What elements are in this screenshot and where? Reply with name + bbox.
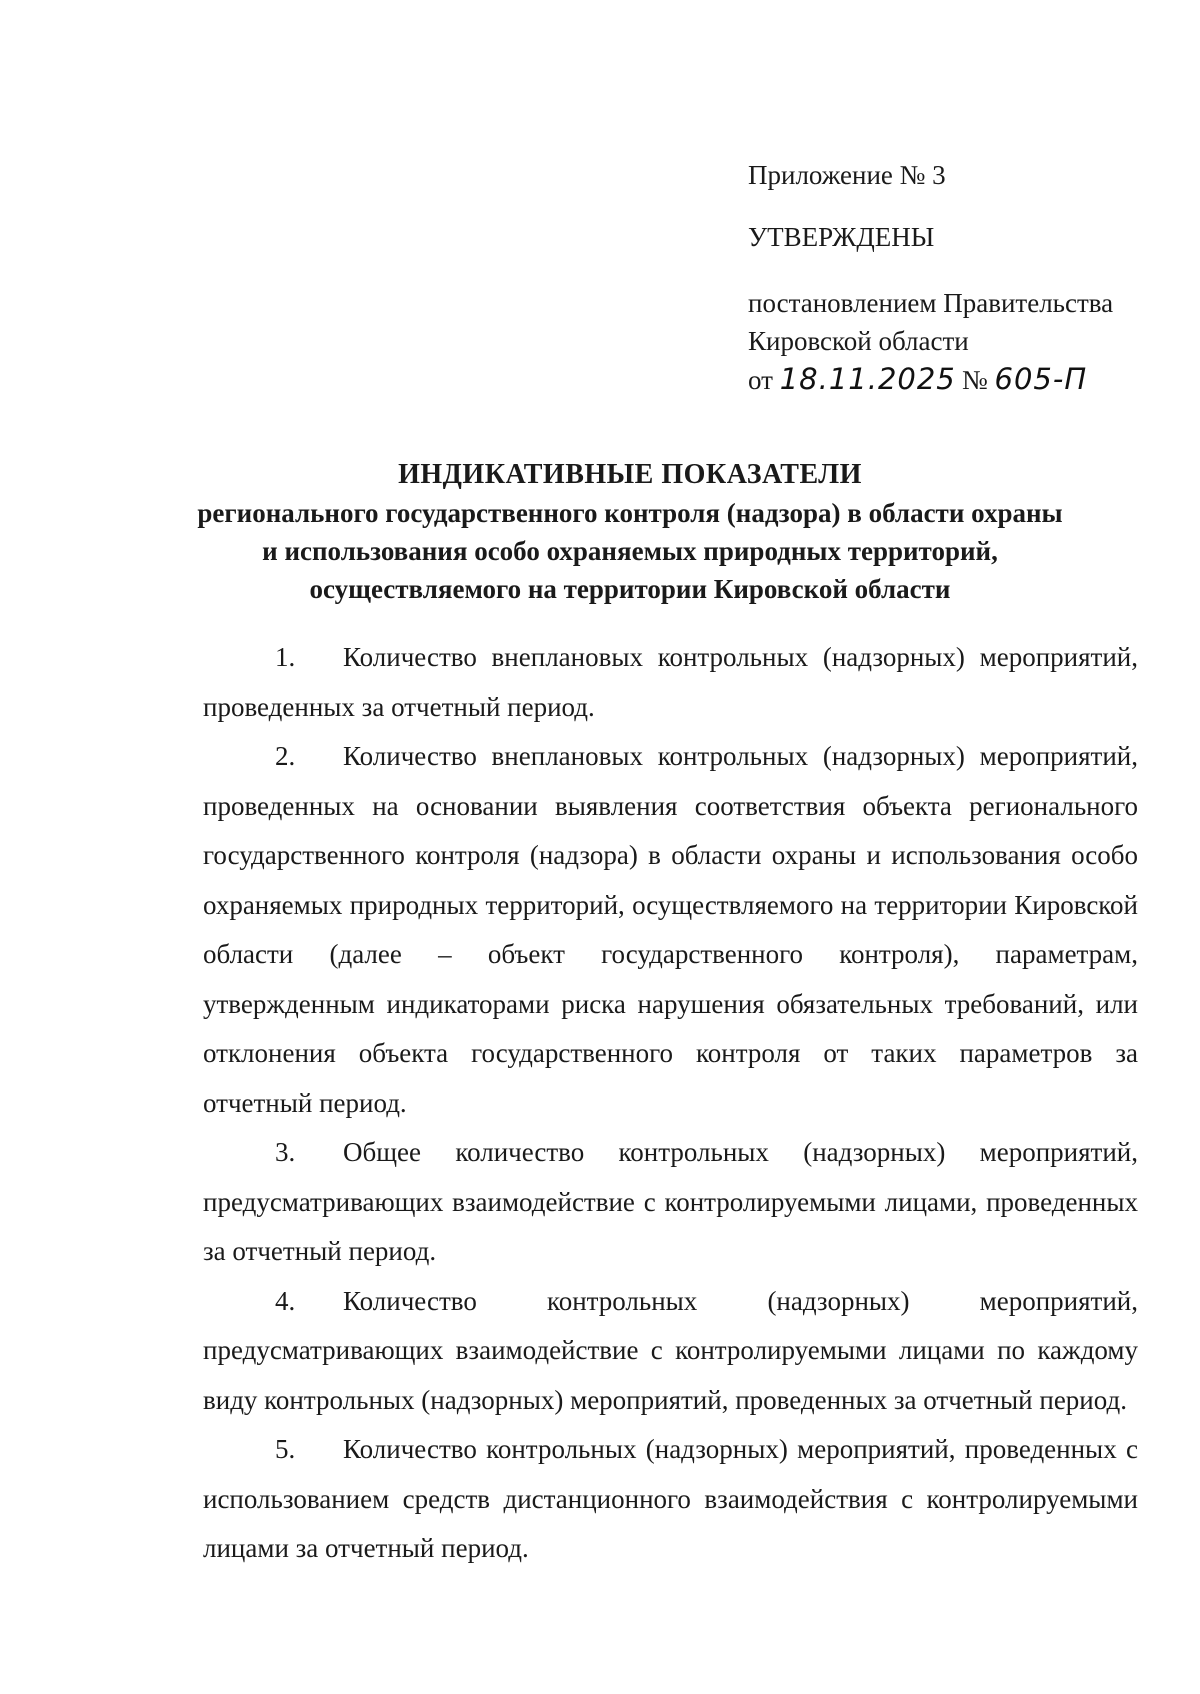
decree-line-1: постановлением Правительства bbox=[748, 288, 1114, 318]
number-prefix: № bbox=[962, 365, 988, 395]
list-item bbox=[203, 1425, 1138, 1574]
handwritten-number: 605-П bbox=[994, 362, 1088, 396]
item-text: Количество контрольных (надзорных) мероприятий, проведенных с использованием средств дистанционного взаимодействия с контролируемыми лицами за отчетный период. bbox=[203, 1434, 1138, 1563]
item-text: Количество внеплановых контрольных (надзорных) мероприятий, проведенных на основании выявления соответствия объекта регионального государственного контроля (надзора) в области охраны и использования особо охраняемых природных территорий, осуществляемого на территории Кировской области (далее – объект государственного контроля), параметрам, утвержденным индикаторами риска нарушения обязательных требований, или отклонения объекта государственного контроля от таких параметров за отчетный период. bbox=[203, 741, 1138, 1118]
item-number: 3. bbox=[275, 1137, 296, 1167]
appendix-label: Приложение № 3 bbox=[748, 160, 946, 190]
approved-label: УТВЕРЖДЕНЫ bbox=[748, 222, 935, 252]
item-number: 4. bbox=[275, 1285, 296, 1316]
decree-line-2: Кировской области bbox=[748, 326, 969, 356]
document-subtitle-line-1: регионального государственного контроля (надзора) в области охраны bbox=[197, 498, 1063, 528]
list-item bbox=[203, 732, 1138, 1128]
list-item bbox=[203, 633, 1138, 732]
approval-block bbox=[748, 156, 1168, 399]
list-item bbox=[203, 1277, 1138, 1426]
item-number: 2. bbox=[275, 741, 296, 771]
list-item bbox=[203, 1128, 1138, 1277]
document-title: ИНДИКАТИВНЫЕ ПОКАЗАТЕЛИ bbox=[398, 459, 862, 490]
handwritten-date: 18.11.2025 bbox=[779, 362, 956, 396]
decree-number bbox=[962, 360, 1087, 399]
document-subtitle-line-3: осуществляемого на территории Кировской области bbox=[309, 574, 951, 604]
document-heading bbox=[180, 456, 1080, 608]
item-text: Количество контрольных (надзорных) мероприятий, предусматривающих взаимодействие с контролируемыми лицами по каждому виду контрольных (надзорных) мероприятий, проведенных за отчетный период. bbox=[203, 1285, 1138, 1415]
item-number: 5. bbox=[275, 1434, 296, 1464]
date-prefix: от bbox=[748, 365, 773, 395]
item-number: 1. bbox=[275, 642, 296, 672]
indicator-list bbox=[203, 633, 1138, 1574]
item-text: Общее количество контрольных (надзорных) мероприятий, предусматривающих взаимодействие с контролируемыми лицами, проведенных за отчетный период. bbox=[203, 1137, 1138, 1266]
item-text: Количество внеплановых контрольных (надзорных) мероприятий, проведенных за отчетный период. bbox=[203, 642, 1138, 722]
document-subtitle-line-2: и использования особо охраняемых природных территорий, bbox=[262, 536, 998, 566]
decree-date-number-row bbox=[748, 360, 1168, 399]
